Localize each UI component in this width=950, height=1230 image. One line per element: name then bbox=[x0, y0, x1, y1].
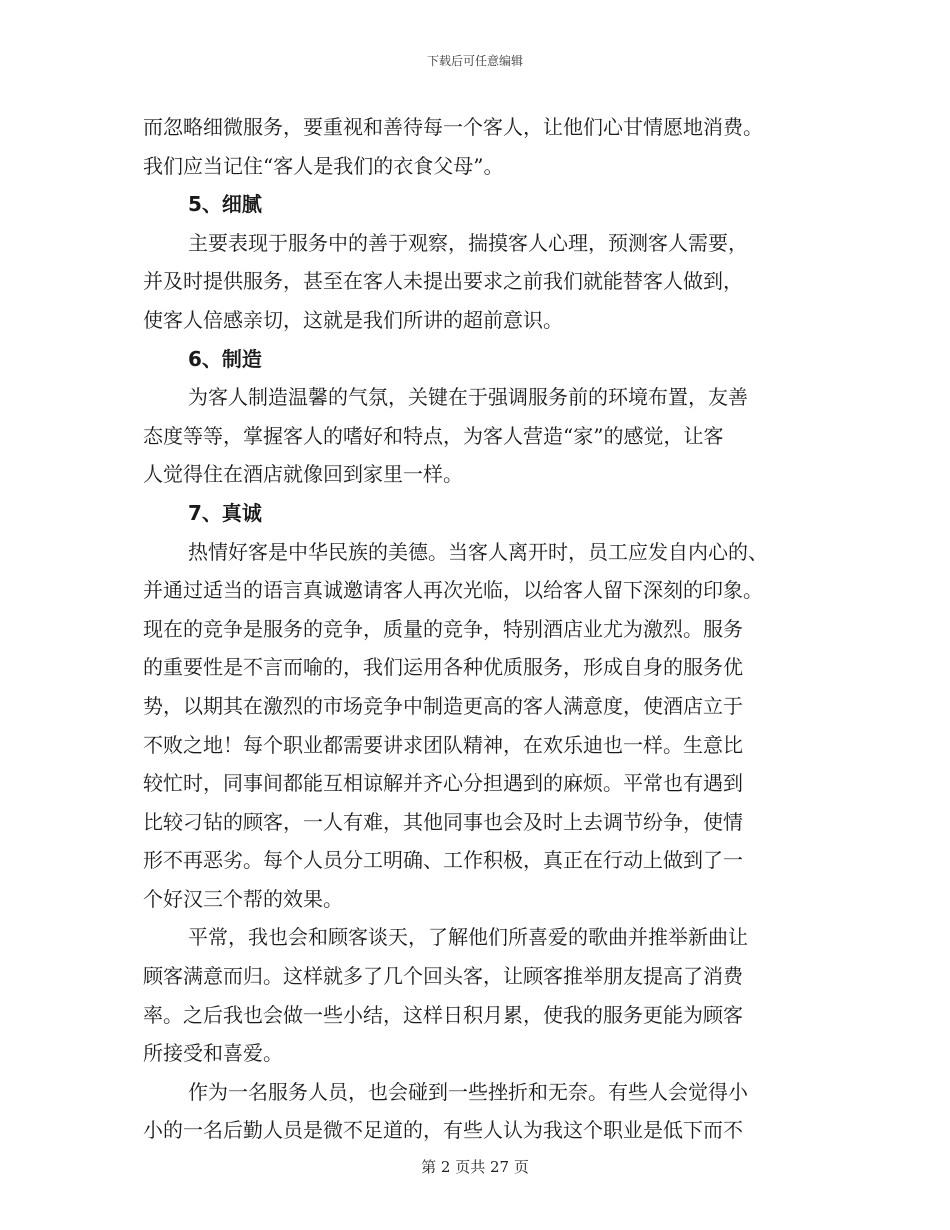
text-line: 使客人倍感亲切，这就是我们所讲的超前意识。 bbox=[143, 307, 563, 332]
text-line: 小的一名后勤人员是微不足道的，有些人认为我这个职业是低下而不 bbox=[143, 1118, 743, 1143]
text-line: 人觉得住在酒店就像回到家里一样。 bbox=[143, 462, 463, 487]
paragraph-first-line: 平常，我也会和顾客谈天，了解他们所喜爱的歌曲并推举新曲让 bbox=[188, 925, 748, 950]
paragraph-first-line: 作为一名服务人员，也会碰到一些挫折和无奈。有些人会觉得小 bbox=[188, 1079, 748, 1104]
text-line: 所接受和喜爱。 bbox=[143, 1041, 283, 1066]
text-line: 形不再恶劣。每个人员分工明确、工作积极，真正在行动上做到了一 bbox=[143, 848, 743, 873]
page-header: 下载后可任意编辑 bbox=[426, 54, 523, 68]
text-line: 比较刁钻的顾客，一人有难，其他同事也会及时上去调节纷争，使情 bbox=[143, 809, 743, 834]
section-heading: 5、细腻 bbox=[188, 192, 262, 217]
page-number-footer: 第 2 页共 27 页 bbox=[421, 1158, 529, 1176]
section-heading: 6、制造 bbox=[188, 346, 262, 371]
text-line: 并通过适当的语言真诚邀请客人再次光临，以给客人留下深刻的印象。 bbox=[143, 578, 763, 603]
text-line: 现在的竞争是服务的竞争，质量的竞争，特别酒店业尤为激烈。服务 bbox=[143, 616, 743, 641]
text-line: 态度等等，掌握客人的嗜好和特点，为客人营造“家”的感觉，让客 bbox=[143, 423, 724, 448]
section-heading: 7、真诚 bbox=[188, 500, 262, 525]
text-line: 不败之地！每个职业都需要讲求团队精神，在欢乐迪也一样。生意比 bbox=[143, 732, 743, 757]
paragraph-first-line: 热情好客是中华民族的美德。当客人离开时，员工应发自内心的、 bbox=[188, 539, 768, 564]
text-line: 的重要性是不言而喻的，我们运用各种优质服务，形成自身的服务优 bbox=[143, 655, 743, 680]
text-line: 较忙时，同事间都能互相谅解并齐心分担遇到的麻烦。平常也有遇到 bbox=[143, 771, 743, 796]
text-line: 个好汉三个帮的效果。 bbox=[143, 886, 343, 911]
paragraph-first-line: 主要表现于服务中的善于观察，揣摸客人心理，预测客人需要， bbox=[188, 230, 748, 255]
text-line: 顾客满意而归。这样就多了几个回头客，让顾客推举朋友提高了消费 bbox=[143, 964, 743, 989]
text-line: 并及时提供服务，甚至在客人未提出要求之前我们就能替客人做到， bbox=[143, 269, 743, 294]
paragraph-first-line: 为客人制造温馨的气氛，关键在于强调服务前的环境布置，友善 bbox=[188, 385, 748, 410]
document-body bbox=[143, 108, 805, 1150]
text-line: 率。之后我也会做一些小结，这样日积月累，使我的服务更能为顾客 bbox=[143, 1002, 743, 1027]
text-line: 势，以期其在激烈的市场竞争中制造更高的客人满意度，使酒店立于 bbox=[143, 693, 743, 718]
text-line: 而忽略细微服务，要重视和善待每一个客人，让他们心甘情愿地消费。 bbox=[143, 115, 763, 139]
text-line: 我们应当记住“客人是我们的衣食父母”。 bbox=[143, 153, 504, 178]
